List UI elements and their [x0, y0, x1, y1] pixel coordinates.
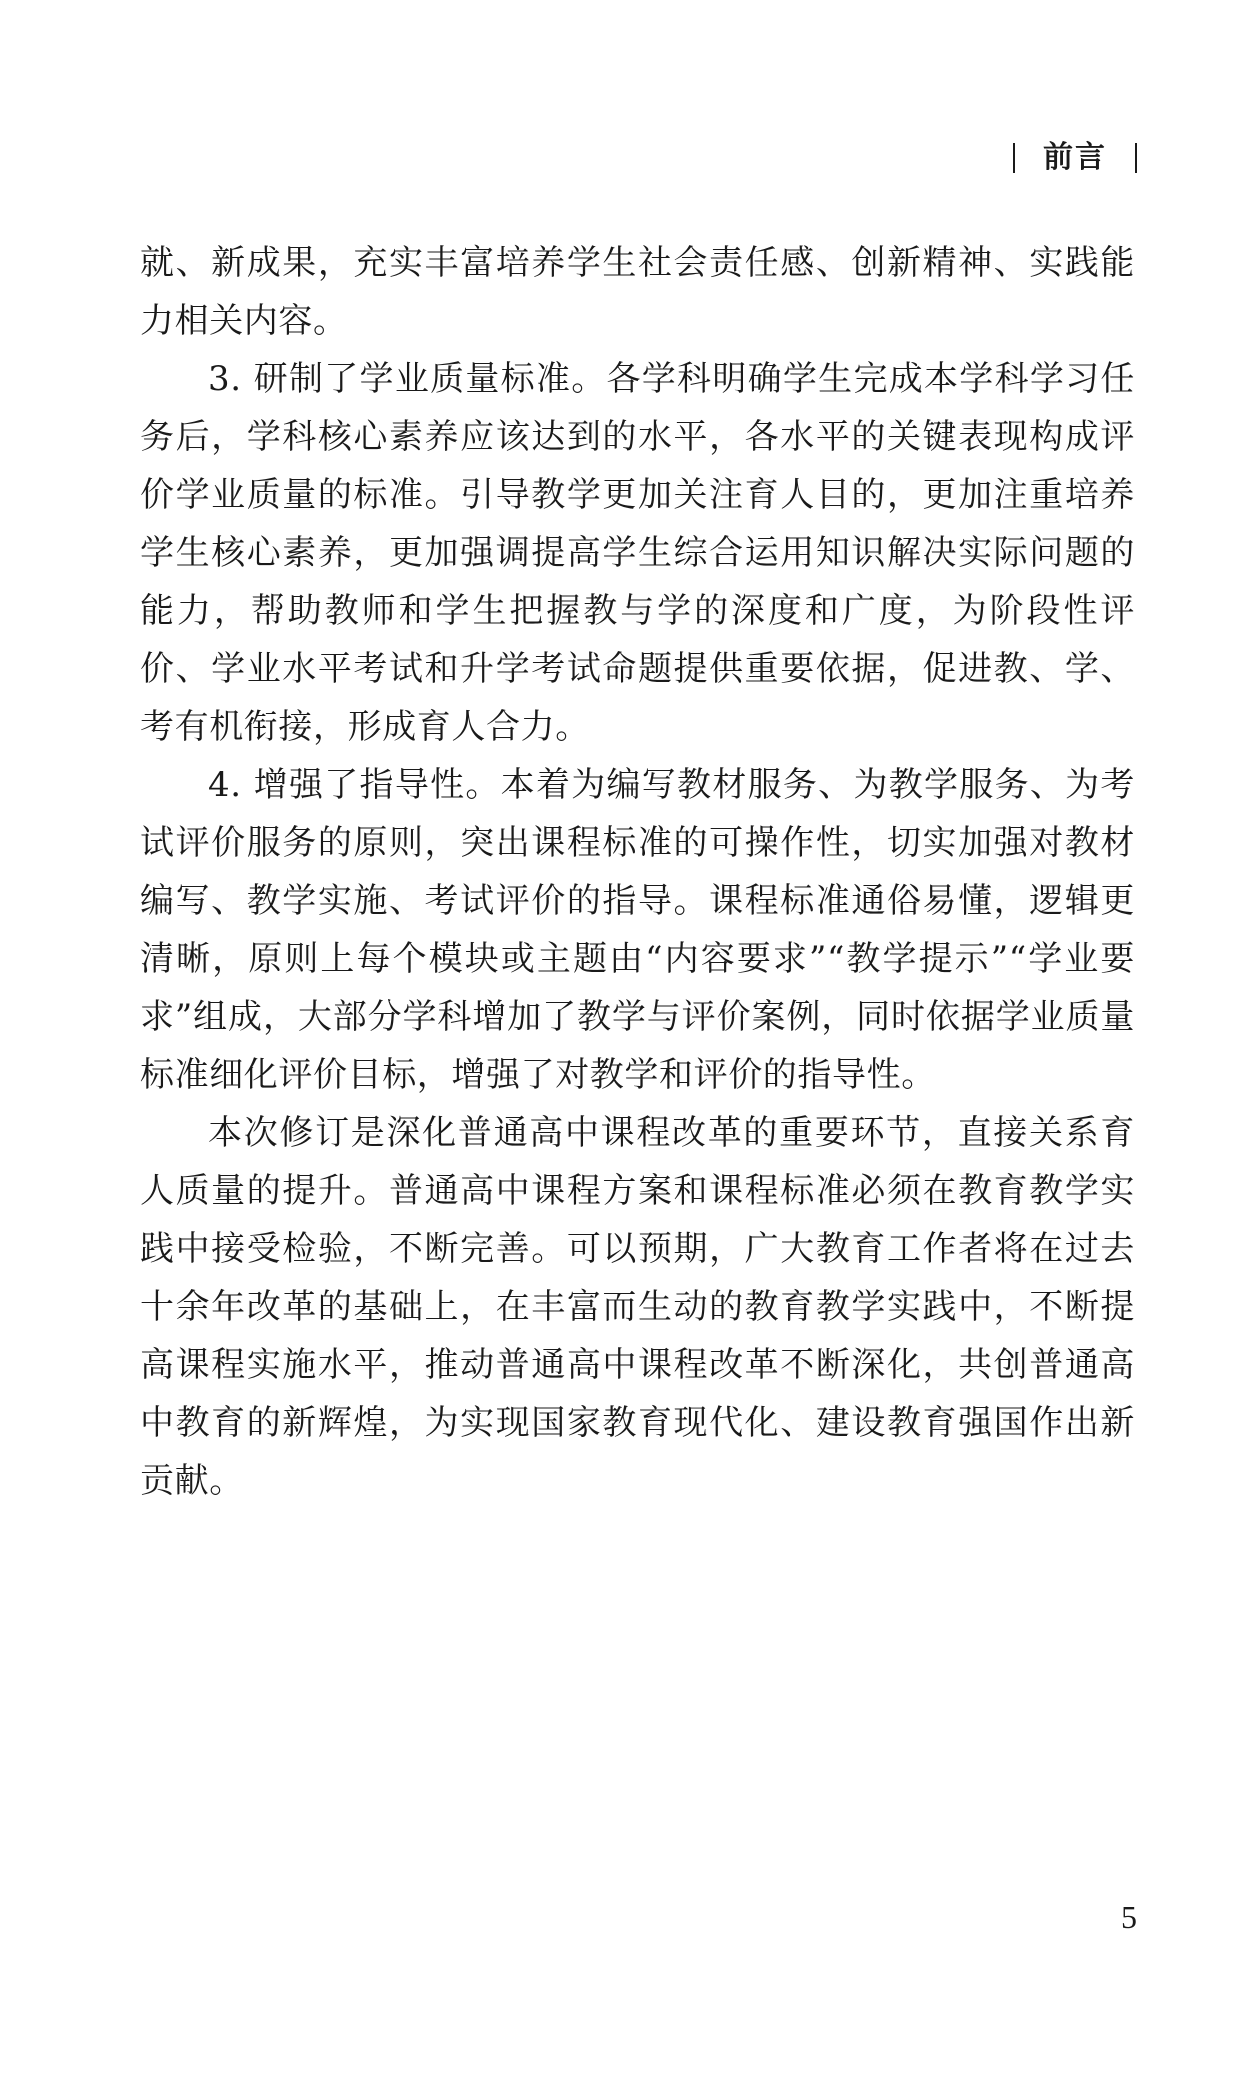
section-title: 前言 — [1043, 140, 1107, 175]
page-number: 5 — [1121, 1899, 1137, 1935]
paragraph-item-4: 4. 增强了指导性。本着为编写教材服务、为教学服务、为考试评价服务的原则，突出课程标准的可操作性，切实加强对教材编写、教学实施、考试评价的指导。课程标准通俗易懂，逻辑更清晰，原则上每个模块或主题由“内容要求”“教学提示”“学业要求”组成，大部分学科增加了教学与评价案例，同时依据学业质量标准细化评价目标，增强了对教学和评价的指导性。 — [140, 765, 1135, 1095]
paragraph-conclusion: 本次修订是深化普通高中课程改革的重要环节，直接关系育人质量的提升。普通高中课程方案和课程标准必须在教育教学实践中接受检验，不断完善。可以预期，广大教育工作者将在过去十余年改革的基础上，在丰富而生动的教育教学实践中，不断提高课程实施水平，推动普通高中课程改革不断深化，共创普通高中教育的新辉煌，为实现国家教育现代化、建设教育强国作出新贡献。 — [140, 1113, 1135, 1501]
paragraph-continuation: 就、新成果，充实丰富培养学生社会责任感、创新精神、实践能力相关内容。 — [140, 243, 1135, 341]
paragraph-item-3: 3. 研制了学业质量标准。各学科明确学生完成本学科学习任务后，学科核心素养应该达到的水平，各水平的关键表现构成评价学业质量的标准。引导教学更加关注育人目的，更加注重培养学生核心素养，更加强调提高学生综合运用知识解决实际问题的能力，帮助教师和学生把握教与学的深度和广度，为阶段性评价、学业水平考试和升学考试命题提供重要依据，促进教、学、考有机衔接，形成育人合力。 — [140, 359, 1135, 747]
header-right-rule — [1135, 143, 1137, 173]
body-text — [140, 234, 1135, 1510]
running-header — [1013, 138, 1137, 178]
header-left-rule — [1013, 143, 1015, 173]
